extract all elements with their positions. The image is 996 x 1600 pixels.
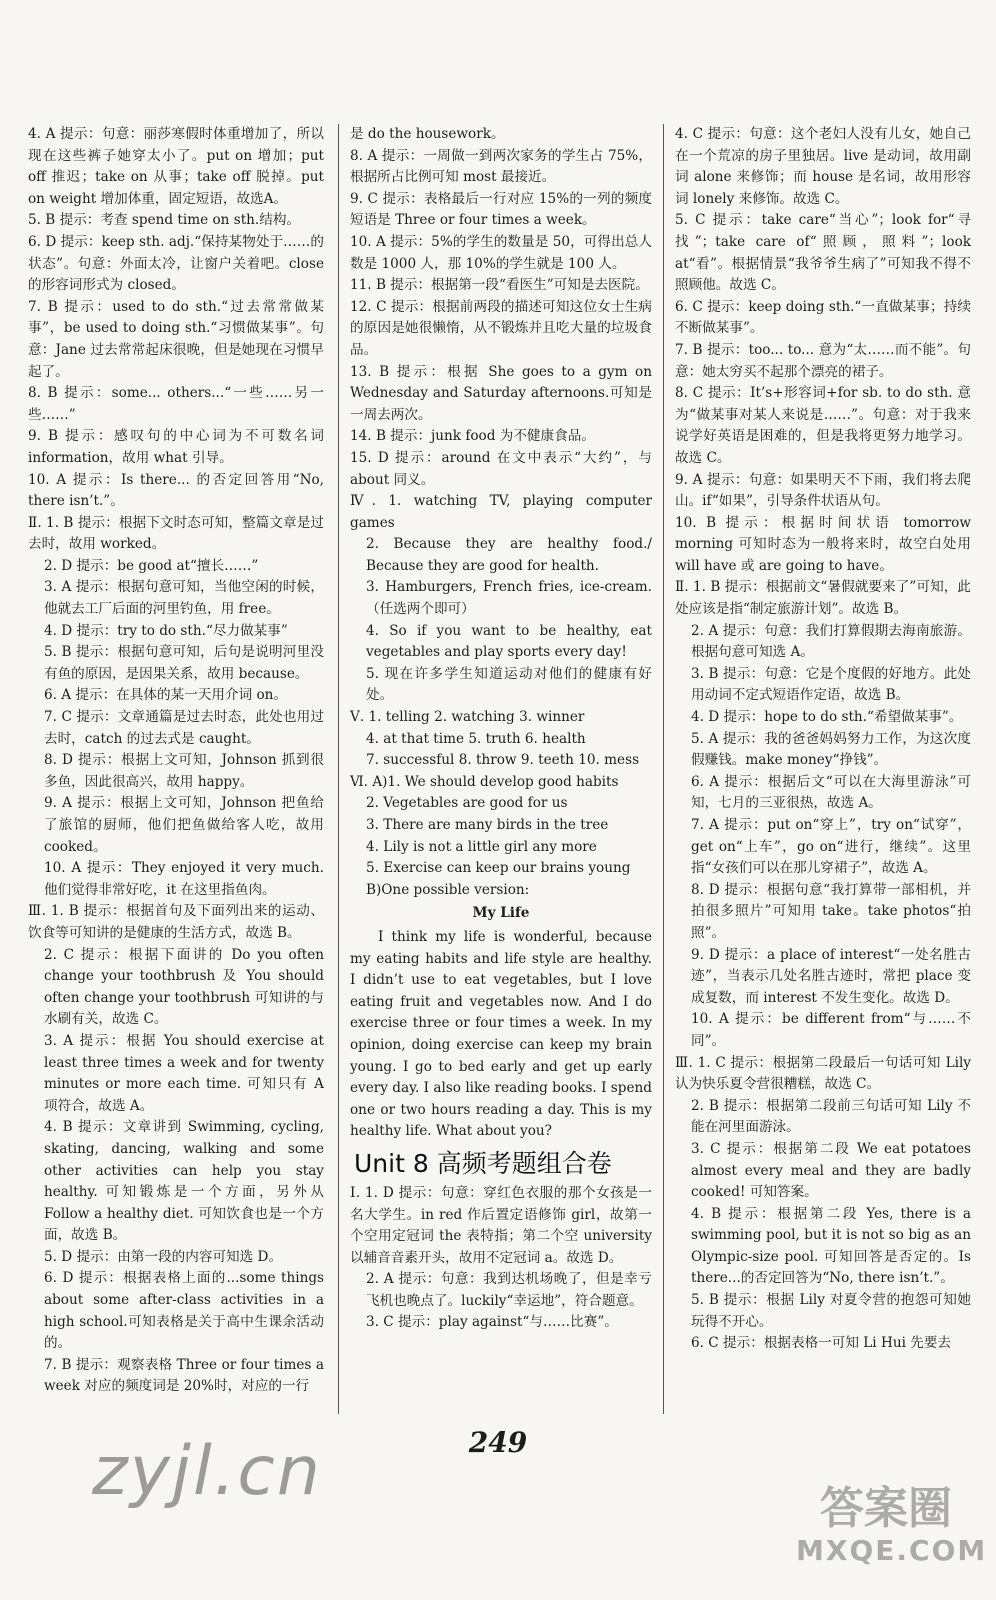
answer-item: 4. D 提示：try to do sth.“尽力做某事” [44,622,288,639]
answer-item: 4. A 提示：句意：丽莎寒假时体重增加了，所以现在这些裤子她穿太小了。put on 增加；put off 推迟；take on 从事；take off 脱掉。put on weight 增加体重，固定短语，故选A。 [28,126,324,207]
answer-item: 9. A 提示：句意：如果明天不下雨，我们将去爬山。if“如果”，引导条件状语从句。 [675,471,971,510]
answer-item: 5. 现在许多学生知道运动对他们的健康有好处。 [366,665,652,704]
answer-item: 8. D 提示：根据句意“我打算带一部相机，并拍很多照片”可知用 take。take photos“拍照”。 [691,881,971,941]
answer-item: 是 do the housework。 [350,126,505,142]
answer-item: 9. C 提示：表格最后一行对应 15%的一列的频度短语是 Three or four times a week。 [350,190,652,229]
answer-item: 10. A 提示：They enjoyed it very much.他们觉得非常好吃，it 在这里指鱼肉。 [44,860,324,898]
answer-item: 13. B 提示：根据 She goes to a gym on Wednesday and Saturday afternoons.可知是一周去两次。 [350,363,652,423]
answer-item: B)One possible version: [366,881,530,898]
answer-item: 7. B 提示：used to do sth.“过去常常做某事”，be used to doing sth.“习惯做某事”。句意：Jane 过去常常起床很晚，但是她现在习惯早起了。 [28,298,324,380]
answer-column-2 [350,124,652,1334]
answer-item: 3. B 提示：句意：它是个度假的好地方。此处用动词不定式短语作定语，故选 B。 [691,665,971,704]
answer-item: 7. C 提示：文章通篇是过去时态，此处也用过去时，catch 的过去式是 caught。 [44,709,324,747]
watermark-mxqe-title: 答案圈 [820,1483,952,1534]
answer-item: 2. A 提示：句意：我到达机场晚了，但是幸亏飞机也晚点了。luckily“幸运地”，符合题意。 [366,1271,652,1309]
answer-item: 9. B 提示：感叹句的中心词为不可数名词 information，故用 what 引导。 [28,428,324,466]
answer-item: 11. B 提示：根据第一段“看医生”可知是去医院。 [350,277,649,294]
answer-item: 5. B 提示：根据句意可知，后句是说明河里没有鱼的原因，是因果关系，故用 because。 [44,644,324,682]
answer-item: 9. A 提示：根据上文可知，Johnson 把鱼给了旅馆的厨师，他们把鱼做给客人吃，故用 cooked。 [44,795,324,855]
answer-item: 8. C 提示：It’s+形容词+for sb. to do sth. 意为“做某事对某人来说是……”。句意：对于我来说学好英语是困难的，但是我将更努力地学习。故选 C。 [675,385,971,466]
answer-item: 12. C 提示：根据前两段的描述可知这位女士生病的原因是她很懒惰，从不锻炼并且吃大量的垃圾食品。 [350,298,652,358]
answer-item: Ⅱ. 1. B 提示：根据前文“暑假就要来了”可知，此处应该是指“制定旅游计划”。故选 B。 [675,579,971,618]
answer-item: 4. So if you want to be healthy, eat vegetables and play sports every day! [366,622,652,661]
answer-item: Ⅵ. A)1. We should develop good habits [350,773,619,790]
answer-item: 4. C 提示：句意：这个老妇人没有儿女，她自己在一个荒凉的房子里独居。live 是动词，故用副词 alone 来修饰；而 house 是名词，故用形容词 lonely 来修饰。故选 C。 [675,126,971,207]
answer-item: 5. B 提示：根据 Lily 对夏令营的抱怨可知她玩得不开心。 [691,1292,971,1330]
answer-item: 6. C 提示：根据表格一可知 Li Hui 先要去 [691,1335,952,1352]
answer-item: 7. A 提示：put on“穿上”，try on“试穿”，get on“上车”，go on“进行，继续”。这里指“女孩们可以在那儿穿裙子”，故选 A。 [691,817,971,877]
answer-item: 10. B 提示：根据时间状语 tomorrow morning 可知时态为一般将来时，故空白处用 will have 或 are going to have。 [675,514,971,574]
answer-item: 5. A 提示：我的爸爸妈妈努力工作，为这次度假赚钱。make money“挣钱”。 [691,730,971,769]
answer-item: 5. D 提示：由第一段的内容可知选 D。 [44,1248,283,1265]
watermark-zyjl: zyjl.cn [92,1432,322,1511]
answer-item: 4. Lily is not a little girl any more [366,838,597,855]
answer-item: 2. D 提示：be good at“擅长……” [44,557,259,574]
answer-item: 2. C 提示：根据下面讲的 Do you often change your toothbrush 及 You should often change your toothbrush 可知讲的与水刷有关，故选 C。 [44,946,324,1028]
answer-item: 7. B 提示：too... to... 意为“太……而不能”。句意：她太穷买不起那个漂亮的裙子。 [675,341,971,380]
answer-item: 10. A 提示：5%的学生的数量是 50，可得出总人数是 1000 人，那 10%的学生就是 100 人。 [350,233,652,272]
answer-item: Ⅴ. 1. telling 2. watching 3. winner [350,709,585,726]
answer-item: 6. A 提示：根据后文“可以在大海里游泳”可知，七月的三亚很热，故选 A。 [691,773,971,812]
column-divider [663,124,664,1414]
answer-item: Ⅰ. 1. D 提示：句意：穿红色衣服的那个女孩是一名大学生。in red 作后置定语修饰 girl，故第一个空用定冠词 the 表特指；第二个空 university 以辅音音素开头，故用不定冠词 a。故选 D。 [350,1184,652,1266]
unit-heading: Unit 8 高频考题组合卷 [354,1148,612,1178]
answer-item: 2. Because they are healthy food./ Because they are good for health. [366,536,652,574]
answer-item: 8. D 提示：根据上文可知，Johnson 抓到很多鱼，因此很高兴，故用 happy。 [44,752,324,790]
watermark-mxqe [796,1483,988,1567]
answer-item: 14. B 提示：junk food 为不健康食品。 [350,428,595,445]
answer-item: 10. A 提示：Is there... 的否定回答用“No, there isn’t.”。 [28,471,324,510]
answer-item: Ⅳ. 1. watching TV, playing computer games [350,493,652,531]
answer-item: 6. D 提示：根据表格上面的...some things about some after-class activities in a high school.可知表格是关于高中生课余活动的。 [44,1270,324,1352]
answer-item: 2. A 提示：句意：我们打算假期去海南旅游。根据句意可知选 A。 [691,622,971,661]
answer-item: 2. Vegetables are good for us [366,795,568,812]
answer-item: Ⅲ. 1. B 提示：根据首句及下面列出来的运动、饮食等可知讲的是健康的生活方式，故选 B。 [28,903,324,941]
answer-item: 8. B 提示：some... others...“一些……另一些……” [28,385,324,423]
answer-item: 3. There are many birds in the tree [366,817,609,833]
essay-body: I think my life is wonderful, because my eating habits and life style are healthy. I didn’t use to eat vegetables, but I love eating fruit and vegetables now. And I do exercise three or four times a week. In my opinion, doing exercise can keep my brain young. I go to bed early and get up early every day. I also like reading books. I spend one or two hours reading a day. This is my healthy life. What about you? [350,928,652,1140]
answer-item: 3. C 提示：play against“与……比赛”。 [366,1314,618,1331]
answer-item: 5. Exercise can keep our brains young [366,860,631,877]
column-divider [338,124,339,1414]
answer-item: 3. A 提示：根据 You should exercise at least three times a week and for twenty minutes or more each time. 可知只有 A 项符合，故选 A。 [44,1032,324,1114]
answer-item: 3. Hamburgers, French fries, ice-cream.（任选两个即可） [366,579,652,618]
answer-item: 8. A 提示：一周做一到两次家务的学生占 75%，根据所占比例可知 most 最接近。 [350,147,652,186]
answer-item: 10. A 提示：be different from“与……不同”。 [691,1011,971,1049]
essay-title: My Life [472,905,530,922]
answer-item: 7. B 提示：观察表格 Three or four times a week 对应的频度词是 20%时，对应的一行 [44,1356,324,1395]
answer-item: 2. B 提示：根据第二段前三句话可知 Lily 不能在河里面游泳。 [691,1097,971,1136]
answer-item: 6. D 提示：keep sth. adj.“保持某物处于……的状态”。句意：外面太冷，让窗户关着吧。close 的形容词形式为 closed。 [28,233,324,294]
answer-item: 5. C 提示：take care“当心”；look for“寻找”；take care of“照顾，照料”；look at“看”。根据情景“我爷爷生病了”可知我不得不照顾他。故选 C。 [675,212,971,294]
answer-column-3 [675,124,971,1355]
answer-item: 6. C 提示：keep doing sth.“一直做某事；持续不断做某事”。 [675,298,971,337]
answer-item: 4. at that time 5. truth 6. health [366,730,586,747]
answer-item: 9. D 提示：a place of interest“一处名胜古迹”，当表示几处名胜古迹时，常把 place 变成复数，而 interest 不发生变化。故选 D。 [691,946,971,1006]
answer-item: 4. B 提示：文章讲到 Swimming, cycling, skating, dancing, walking and some other activities can help you stay healthy. 可知锻炼是一个方面，另外从 Follow a healthy diet. 可知饮食也是一个方面，故选 B。 [44,1119,324,1244]
answer-item: 15. D 提示：around 在文中表示“大约”，与 about 同义。 [350,449,652,488]
answer-item: 7. successful 8. throw 9. teeth 10. mess [366,752,640,769]
answer-column-1 [28,124,324,1398]
answer-item: 4. B 提示：根据第二段 Yes, there is a swimming pool, but it is not so big as an Olympic-size pool. 可知回答是否定的。Is there...的否定回答为“No, there isn’t.”。 [691,1205,971,1287]
answer-item: 3. A 提示：根据句意可知，当他空闲的时候，他就去工厂后面的河里钓鱼，用 free。 [44,579,324,618]
answer-item: Ⅱ. 1. B 提示：根据下文时态可知，整篇文章是过去时，故用 worked。 [28,514,324,553]
answer-item: 5. B 提示：考查 spend time on sth.结构。 [28,212,301,229]
answer-item: Ⅲ. 1. C 提示：根据第二段最后一句话可知 Lily 认为快乐夏令营很糟糕，故选 C。 [675,1054,971,1093]
page-number: 249 [468,1426,528,1459]
answer-item: 4. D 提示：hope to do sth.“希望做某事”。 [691,709,963,726]
answer-item: 3. C 提示：根据第二段 We eat potatoes almost every meal and they are badly cooked! 可知答案。 [691,1140,971,1201]
answer-item: 6. A 提示：在具体的某一天用介词 on。 [44,687,288,704]
watermark-mxqe-url: MXQE.COM [796,1534,988,1567]
